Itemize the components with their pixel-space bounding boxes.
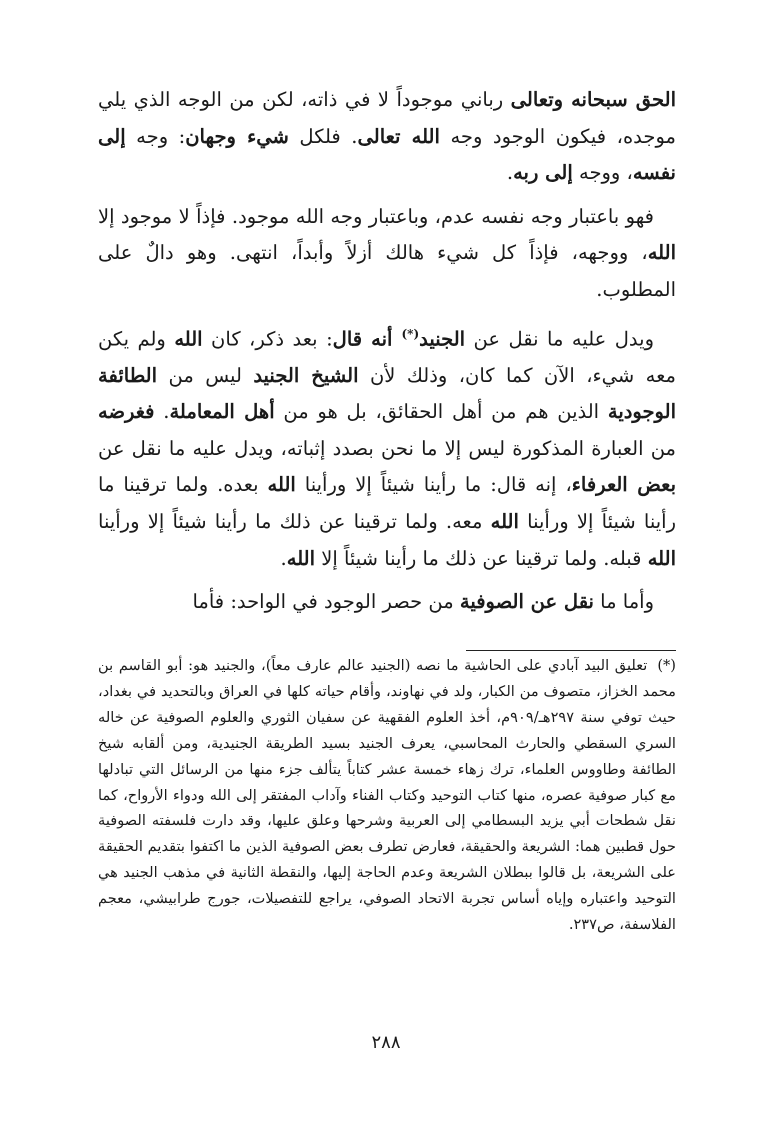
footnote-reference: (*): [401, 326, 420, 341]
footnote-divider: [466, 650, 676, 651]
text-segment: من العبارة المذكورة ليس إلا ما نحن بصدد إثباته، ويدل عليه ما نقل عن: [98, 436, 676, 460]
text-segment: من حصر الوجود في الواحد: فأما: [192, 590, 460, 614]
emphasized-text: الله: [286, 546, 316, 570]
main-text: [98, 82, 676, 621]
footnote-text: تعليق البيد آبادي على الحاشية ما نصه (الجنيد عالم عارف معاً)، والجنيد هو: أبو القاسم بن محمد الخزاز، متصوف من الكبار، ولد في نهاوند، وأقام حياته كلها في العراق وبالتحديد في بغداد، حيث توفي سنة ٢٩٧هـ/٩٠٩م، أخذ العلوم الفقهية عن سفيان الثوري والعلوم الصوفية عن خاله السري السقطي والحارث المحاسبي، يعرف الجنيد بسيد الطريقة الجنيدية، ومن ألقابه شيخ الطائفة وطاووس العلماء، ترك زهاء خمسة عشر كتاباً يتألف جزء منها من الرسائل التي تبادلها مع كبار صوفية عصره، منها كتاب التوحيد وكتاب الفناء وآداب المفتقر إلى الله ودواء الأرواح، كما نقل شطحات أبي يزيد البسطامي إلى العربية وشرحها وعلق عليها، وقد دارت فلسفته الصوفية حول قطبين هما: الشريعة والحقيقة، فعارض تطرف بعض الصوفية الذين ما اكتفوا بتقديم الحقيقة على الشريعة، بل قالوا ببطلان الشريعة وعدم الحاجة إليها، والنقطة الثانية في مذهب الجنيد هي التوحيد واعتباره وإياه أساس تجربة الاتحاد الصوفي، يراجع للتفصيلات، جورج طرابيشي، معجم الفلاسفة، ص٢٣٧.: [98, 657, 676, 934]
emphasized-text: الله: [267, 473, 296, 497]
emphasized-text: الله: [490, 510, 519, 534]
emphasized-text: الطائفة الوجودية: [98, 363, 676, 424]
emphasized-text: فغرضه: [98, 400, 155, 424]
text-segment: .: [154, 400, 170, 424]
text-segment: ، ووجهه، فإذاً كل شيء هالك أزلاً وأبداً، انتهى. وهو دالٌ على المطلوب.: [98, 241, 676, 301]
emphasized-text: الحق سبحانه وتعالى: [510, 88, 677, 111]
emphasized-text: الله تعالى: [357, 124, 440, 148]
emphasized-text: نقل عن الصوفية: [459, 590, 594, 614]
text-segment: ليس من: [157, 363, 254, 387]
paragraph-2: [98, 199, 676, 309]
paragraph-3: [98, 316, 676, 578]
emphasized-text: أنه قال: [332, 327, 402, 351]
text-segment: ويدل عليه ما نقل عن: [465, 327, 655, 351]
emphasized-text: الله: [647, 241, 676, 265]
text-segment: بعده. ولما ترقينا ما رأينا شيئاً إلا ورأينا: [98, 473, 676, 534]
emphasized-text: الله: [647, 546, 676, 570]
paragraph-4: [98, 584, 676, 621]
text-segment: ، ووجه: [572, 161, 633, 185]
text-segment: . فلكل: [288, 124, 358, 148]
text-segment: .: [506, 161, 514, 185]
text-segment: الذين هم من أهل الحقائق، بل هو من: [274, 400, 608, 424]
text-segment: فهو باعتبار وجه نفسه عدم، وباعتبار وجه الله موجود. فإذاً لا موجود إلا: [98, 204, 654, 228]
text-segment: ، إنه قال: ما رأينا شيئاً إلا ورأينا: [295, 473, 572, 497]
emphasized-text: الله: [174, 327, 203, 351]
emphasized-text: شيء وجهان: [185, 124, 289, 148]
paragraph-1: [98, 82, 676, 192]
emphasized-text: الشيخ الجنيد: [253, 363, 359, 387]
emphasized-text: إلى ربه: [513, 161, 573, 185]
text-segment: وأما ما: [593, 590, 654, 614]
emphasized-text: بعض العرفاء: [571, 473, 676, 497]
text-segment: : بعد ذكر، كان: [202, 327, 333, 351]
footnote-marker: (*): [657, 657, 676, 674]
text-segment: رباني موجوداً لا في ذاته، لكن من الوجه الذي يلي موجده، فيكون الوجود وجه: [98, 88, 676, 148]
text-segment: .: [280, 546, 287, 570]
footnote: [98, 653, 676, 938]
emphasized-text: إلى نفسه: [98, 124, 676, 185]
text-segment: ولم يكن معه شيء، الآن كما كان، وذلك لأن: [98, 327, 676, 387]
text-segment: قبله. ولما ترقينا عن ذلك ما رأينا شيئاً إلا: [315, 546, 648, 570]
text-segment: معه. ولما ترقينا عن ذلك ما رأينا شيئاً إلا ورأينا: [98, 510, 491, 534]
page-number: ٢٨٨: [371, 1032, 401, 1053]
text-segment: : وجه: [125, 124, 186, 148]
emphasized-text: الجنيد: [419, 327, 466, 351]
emphasized-text: أهل المعاملة: [169, 400, 275, 424]
